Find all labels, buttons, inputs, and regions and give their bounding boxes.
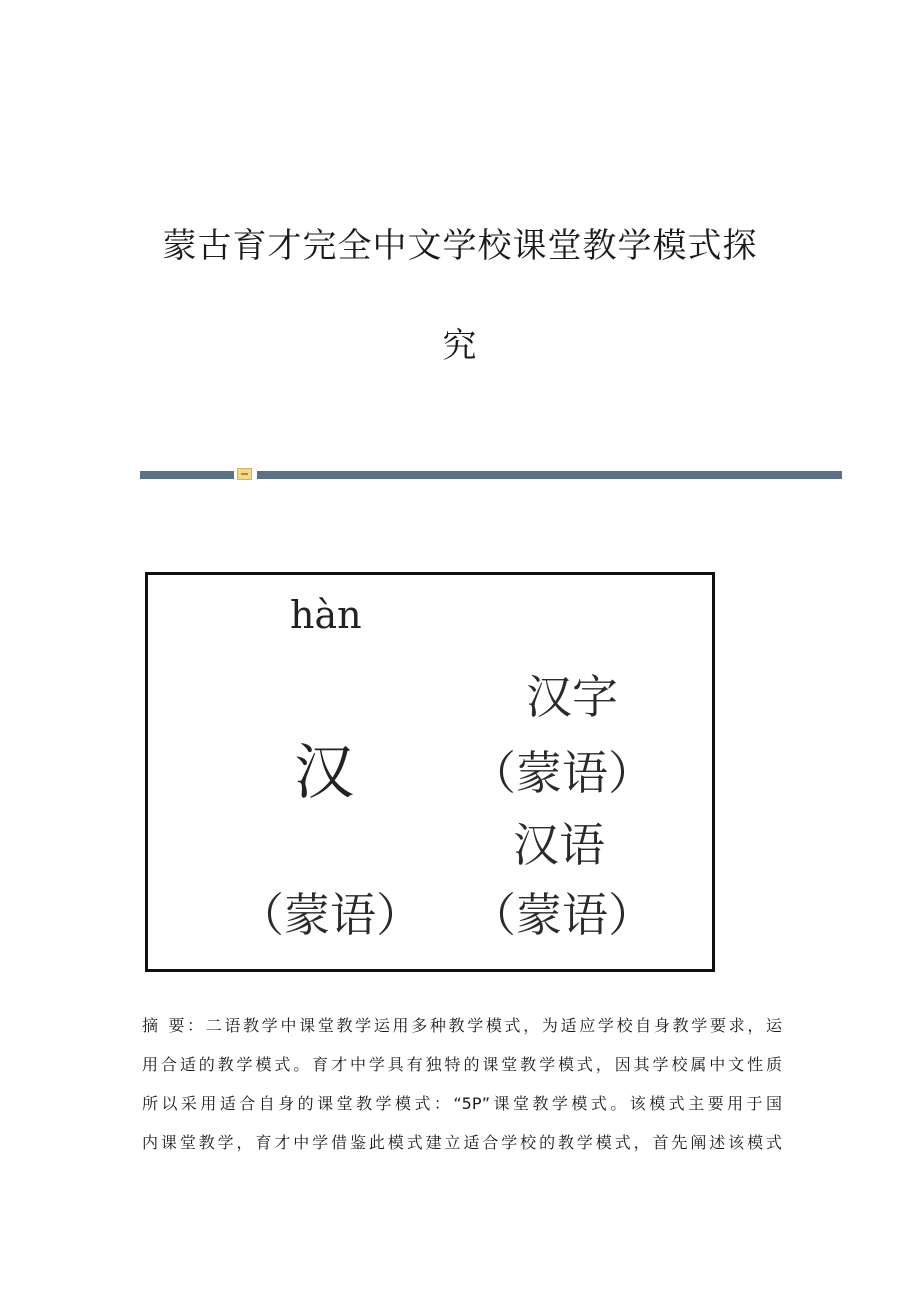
abstract-paragraph xyxy=(142,1006,782,1162)
figure-label-mongolian-b: （蒙语） xyxy=(238,888,422,942)
document-title-line-1: 蒙古育才完全中文学校课堂教学模式探 xyxy=(162,226,758,266)
abstract-line: 用合适的教学模式。育才中学具有独特的课堂教学模式，因其学校属中文性质 xyxy=(142,1055,782,1074)
figure-big-character: 汉 xyxy=(294,738,354,808)
figure-label-mongolian-c: （蒙语） xyxy=(470,888,654,942)
document-title-line-2: 究 xyxy=(442,326,478,366)
figure-label-mongolian-a: （蒙语） xyxy=(470,746,654,800)
divider-ornament-icon xyxy=(237,468,252,480)
abstract-line: 摘 要：二语教学中课堂教学运用多种教学模式，为适应学校自身教学要求，运 xyxy=(142,1016,782,1035)
section-divider xyxy=(140,471,842,479)
divider-bar-left xyxy=(140,471,234,479)
divider-bar-right xyxy=(257,471,842,479)
figure-pinyin: hàn xyxy=(290,593,362,637)
abstract-line: 内课堂教学，育才中学借鉴此模式建立适合学校的教学模式，首先阐述该模式 xyxy=(142,1133,782,1152)
figure-word-hanyu: 汉语 xyxy=(513,818,605,872)
figure-word-hanzi: 汉字 xyxy=(526,670,618,724)
abstract-line: 所以采用适合自身的课堂教学模式：“5P”课堂教学模式。该模式主要用于国 xyxy=(142,1094,782,1113)
figure-image xyxy=(145,572,715,972)
